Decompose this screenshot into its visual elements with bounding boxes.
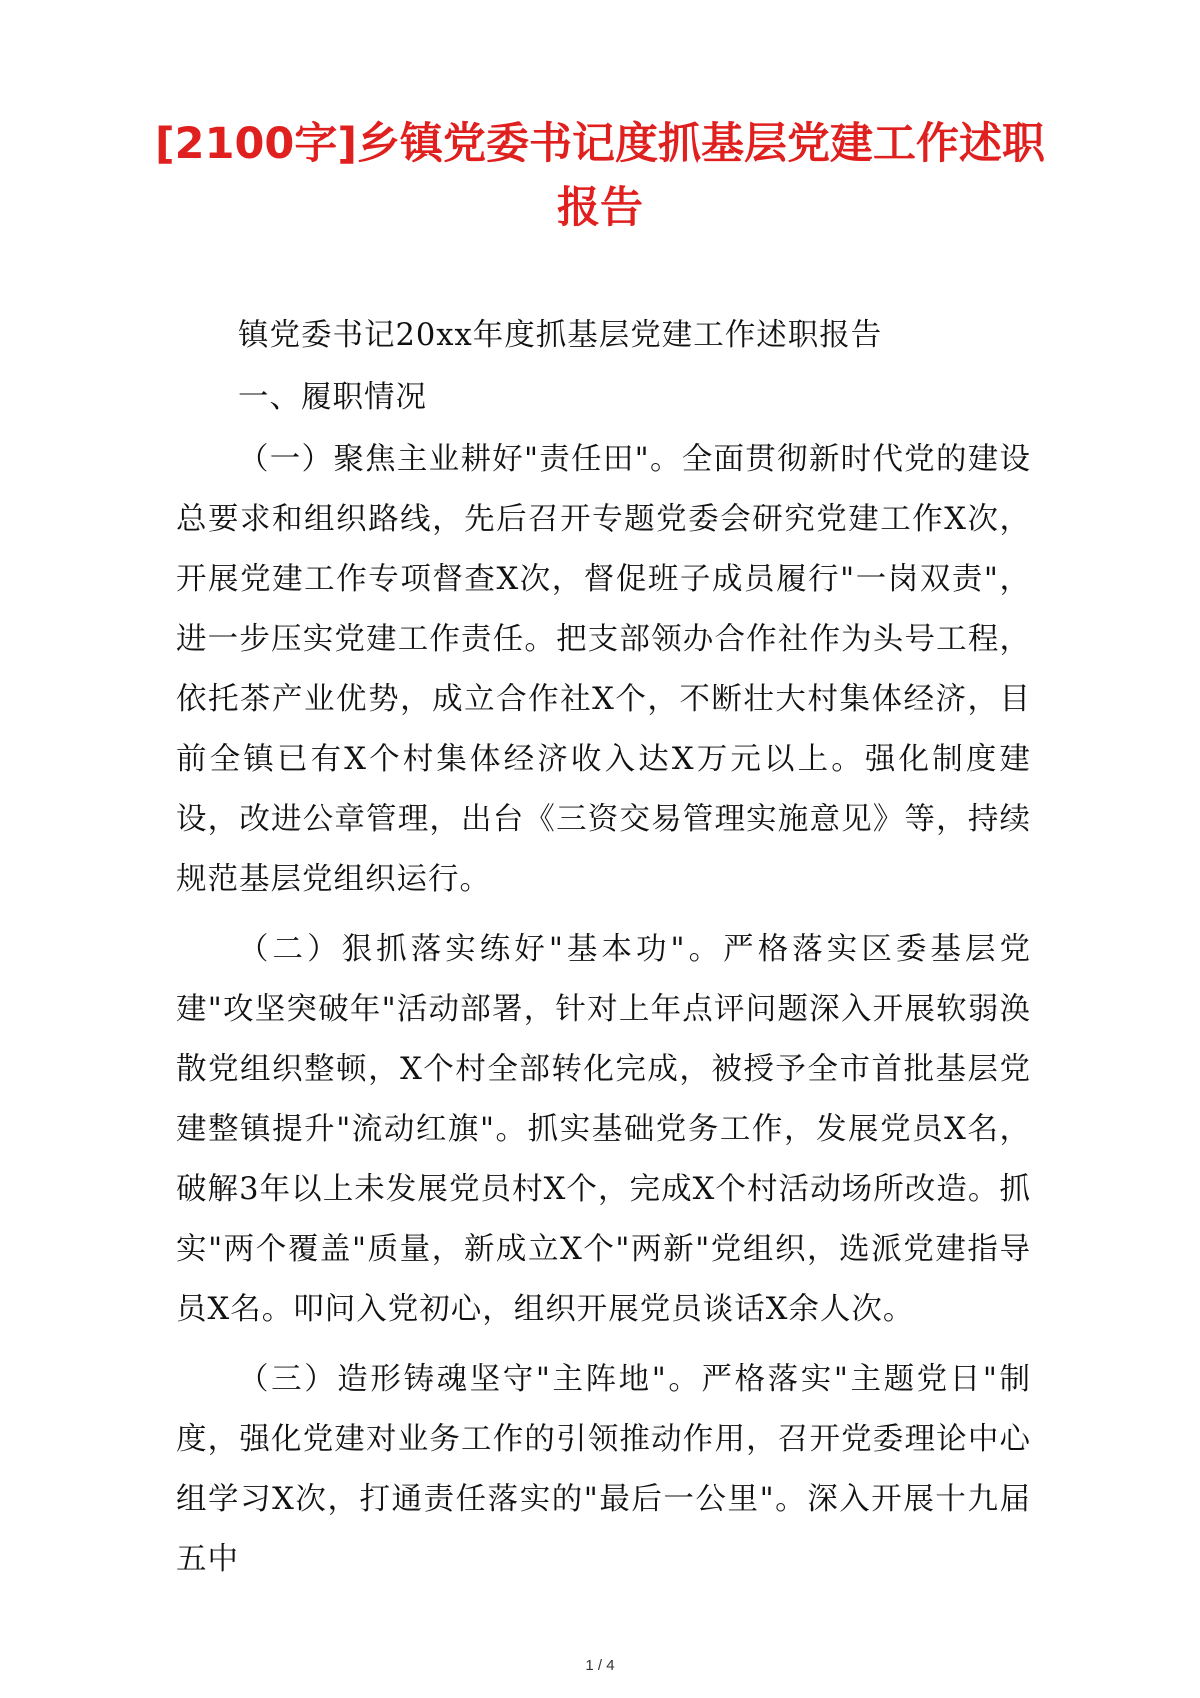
paragraph-position: （三）造形铸魂坚守"主阵地"。严格落实"主题党日"制度，强化党建对业务工作的引领推动作用，召开党委理论中心组学习X次，打通责任落实的"最后一公里"。深入开展十九届五中 bbox=[176, 1362, 1031, 1577]
paragraph-responsibility: （一）聚焦主业耕好"责任田"。全面贯彻新时代党的建设总要求和组织路线，先后召开专题党委会研究党建工作X次，开展党建工作专项督查X次，督促班子成员履行"一岗双责"，进一步压实党建工作责任。把支部领办合作社作为头号工程，依托茶产业优势，成立合作社X个，不断壮大村集体经济，目前全镇已有X个村集体经济收入达X万元以上。强化制度建设，改进公章管理，出台《三资交易管理实施意见》等，持续规范基层党组织运行。 bbox=[176, 442, 1031, 897]
document-title: [2100字]乡镇党委书记度抓基层党建工作述职报告 bbox=[155, 119, 1045, 233]
paragraph-basics: （二）狠抓落实练好"基本功"。严格落实区委基层党建"攻坚突破年"活动部署，针对上年点评问题深入开展软弱涣散党组织整顿，X个村全部转化完成，被授予全市首批基层党建整镇提升"流动红旗"。抓实基础党务工作，发展党员X名，破解3年以上未发展党员村X个，完成X个村活动场所改造。抓实"两个覆盖"质量，新成立X个"两新"党组织，选派党建指导员X名。叩问入党初心，组织开展党员谈话X余人次。 bbox=[176, 932, 1031, 1327]
page-indicator: 1 / 4 bbox=[585, 1657, 615, 1674]
report-heading: 镇党委书记20xx年度抓基层党建工作述职报告 bbox=[238, 318, 883, 353]
document-body bbox=[176, 306, 1031, 1590]
section-heading-performance: 一、履职情况 bbox=[238, 380, 427, 415]
